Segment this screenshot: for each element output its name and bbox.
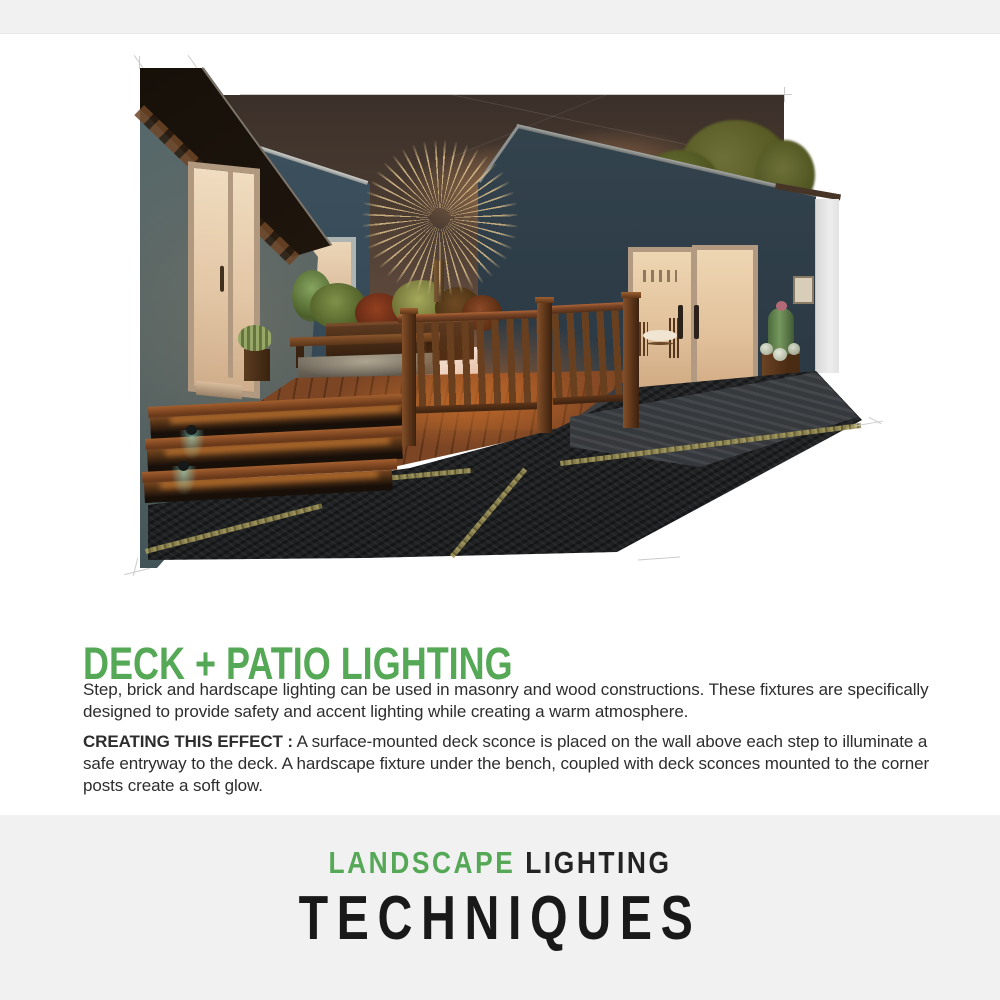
brand-lighting: LIGHTING (515, 845, 672, 880)
cactus-ball (773, 348, 787, 361)
door-mullion (228, 171, 233, 378)
section-paragraph: Step, brick and hardscape lighting can be used in masonry and wood constructions. These fixtures are specifically designed to provide safety and accent lighting while creating a warm atmosphere. (83, 680, 929, 721)
yucca-plant (362, 140, 518, 296)
deck-railing-section (548, 302, 634, 424)
footer-title: TECHNIQUES (298, 884, 702, 953)
trim-mark (124, 568, 149, 575)
post-cap (400, 308, 418, 314)
door-handle (694, 305, 699, 339)
dining-table (643, 330, 677, 341)
railing-post (537, 303, 552, 433)
top-gray-band (0, 0, 1000, 34)
trim-mark (784, 87, 785, 102)
deck-patio-rendering (140, 65, 870, 570)
brand-line (75, 845, 925, 881)
picture-frame (793, 276, 814, 304)
effect-label: CREATING THIS EFFECT : (83, 732, 293, 751)
trim-mark (133, 558, 138, 576)
footer-band (0, 815, 1000, 1000)
door-handle (678, 305, 683, 339)
brand-landscape: LANDSCAPE (328, 845, 516, 880)
trim-mark (139, 56, 140, 69)
trim-mark (240, 94, 792, 95)
barrel-cactus (238, 325, 272, 351)
cactus-ball (760, 343, 773, 355)
cactus-ball (788, 343, 800, 355)
deck-sconce (186, 425, 197, 435)
deck-railing-section (398, 310, 552, 427)
barrel-cactus-pot (244, 349, 270, 381)
post-cap (621, 292, 641, 298)
effect-paragraph (83, 731, 931, 797)
interior-shelf (643, 270, 677, 282)
post-cap (535, 297, 554, 303)
door-handle (220, 266, 224, 292)
railing-post (402, 314, 416, 446)
railing-pickets (551, 310, 632, 400)
railing-pickets (401, 318, 548, 409)
effect-text: A surface-mounted deck sconce is placed on the wall above each step to illuminate a safe entryway to the deck. A hardscape fixture under the bench, coupled with deck sconces mounted to the corner posts create a soft glow. (83, 732, 930, 795)
railing-post (623, 298, 639, 428)
deck-sconce (178, 461, 189, 471)
cactus-flower (776, 301, 787, 311)
light-wall-panel (815, 199, 839, 373)
section-title: DECK + PATIO LIGHTING (83, 638, 513, 690)
